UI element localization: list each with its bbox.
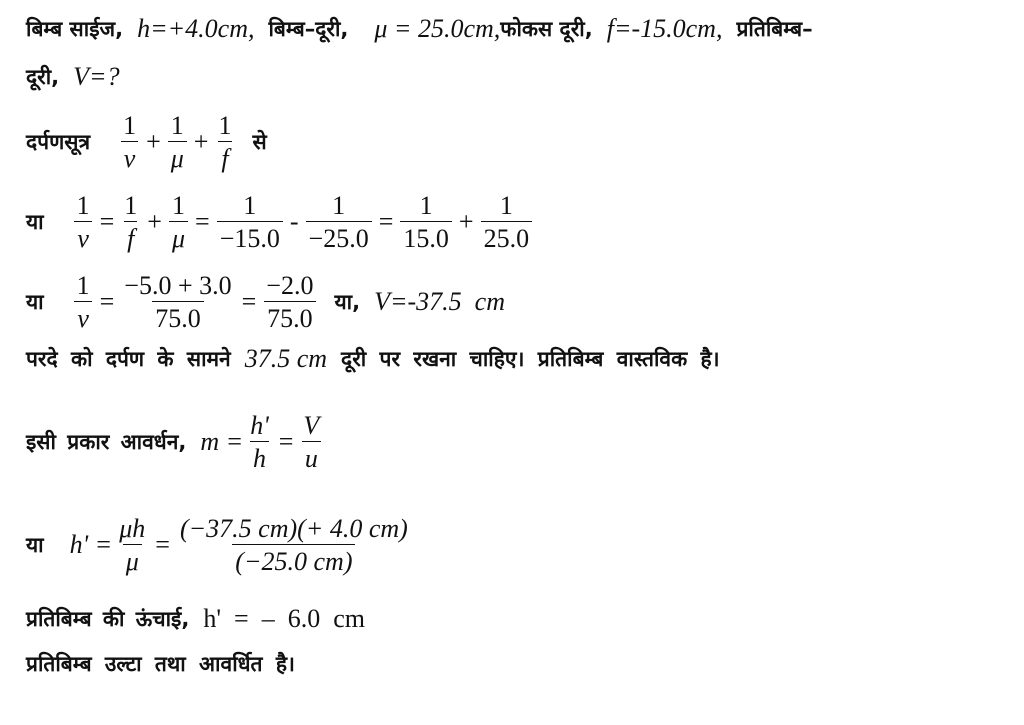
height-calc-line: या h' = $\frac{\mu h}{\mu}$ = $\frac{(-37.5 cm)(+ 4.0 cm)}{(-25.0 cm)}$ [26, 515, 415, 576]
step-1-line: या $\frac{1}{v}$ = $\frac{1}{f}$ + $\frac{1}{\mu}$ = $\frac{1}{-15.0}$ - $\frac{1}{-25.0}$ = $\frac{1}{15.0}$ + $\frac{1}{25.0}$ [26, 192, 536, 253]
height-calc-lhs: h' = [69, 530, 113, 560]
focal-length-value: f=-15.0cm, [606, 14, 723, 43]
object-size-label: बिम्ब साईज, [26, 17, 124, 41]
fraction-one-over-minus-15: $\frac{1}{-15.0}$ [217, 192, 283, 253]
magnification-symbol: m = [200, 427, 244, 457]
given-line-2 [26, 62, 120, 92]
screen-statement-part-1: परदे को दर्पण के सामने [26, 347, 231, 371]
fraction-v-over-u: $\frac{V}{u}$ [303, 411, 320, 474]
magnification-label: इसी प्रकार आवर्धन, [26, 430, 187, 455]
object-distance-label: बिम्ब–दूरी, [268, 17, 349, 41]
fraction-one-over-v: $\frac{1}{v}$ [120, 112, 139, 173]
fraction-combined: $\frac{-5.0 + 3.0}{75.0}$ [124, 271, 232, 334]
fraction-mu-h-over-mu: $\frac{\mu h}{\mu}$ [119, 514, 146, 577]
fraction-simplified: $\frac{-2.0}{75.0}$ [263, 272, 316, 333]
object-distance-value: μ = 25.0cm, [374, 14, 501, 43]
image-distance-result: V=-37.5 cm [374, 287, 505, 317]
fraction-lhs: $\frac{1}{v}$ [74, 272, 93, 333]
conclusion-text: प्रतिबिम्ब उल्टा तथा आवर्धित है। [26, 652, 295, 676]
step-2-ya: या [26, 290, 44, 315]
conclusion-line [26, 650, 295, 678]
height-result-label: प्रतिबिम्ब की ऊंचाई, [26, 607, 190, 631]
focal-length-label: फोकस दूरी, [500, 17, 593, 41]
image-distance-label-cont: दूरी, [26, 65, 60, 89]
fraction-one-over-15: $\frac{1}{15.0}$ [400, 192, 452, 253]
screen-statement-line [26, 344, 720, 374]
height-result-line [26, 604, 365, 634]
image-distance-label: प्रतिबिम्ब– [736, 17, 813, 41]
fraction-h-prime-over-h: $\frac{h'}{h}$ [250, 411, 269, 474]
fraction-height-numeric: $\frac{(-37.5 cm)(+ 4.0 cm)}{(-25.0 cm)}$ [179, 514, 408, 577]
step-1-ya: या [26, 210, 44, 235]
mirror-formula-suffix: से [252, 130, 267, 155]
fraction-one-over-f: $\frac{1}{f}$ [124, 191, 138, 254]
screen-distance-value: 37.5 cm [244, 344, 328, 373]
mirror-formula-label: दर्पणसूत्र [26, 130, 91, 155]
step-2-line: या $\frac{1}{v}$ = $\frac{-5.0 + 3.0}{75.0}$ = $\frac{-2.0}{75.0}$ या, V=-37.5 cm [26, 271, 505, 334]
mirror-formula-line: दर्पणसूत्र $\frac{1}{v}$ + $\frac{1}{\mu}$ + $\frac{1}{f}$ से [26, 111, 267, 174]
fraction-lhs: $\frac{1}{v}$ [74, 192, 93, 253]
fraction-one-over-25: $\frac{1}{25.0}$ [481, 192, 533, 253]
fraction-one-over-minus-25: $\frac{1}{-25.0}$ [306, 192, 372, 253]
fraction-one-over-f: $\frac{1}{f}$ [218, 111, 232, 174]
fraction-one-over-mu: $\frac{1}{\mu}$ [168, 112, 187, 173]
step-2-result-label: या, [334, 290, 361, 315]
object-height-value: h=+4.0cm, [137, 14, 255, 43]
magnification-line: इसी प्रकार आवर्धन, m = $\frac{h'}{h}$ = $\frac{V}{u}$ [26, 412, 326, 473]
image-distance-unknown: V=? [73, 62, 120, 91]
given-line-1 [26, 14, 813, 44]
screen-statement-part-2: दूरी पर रखना चाहिए। प्रतिबिम्ब वास्तविक है। [341, 347, 720, 371]
height-calc-ya: या [26, 533, 44, 558]
fraction-one-over-mu: $\frac{1}{\mu}$ [169, 192, 188, 253]
image-height-value: h' = – 6.0 cm [203, 604, 365, 633]
